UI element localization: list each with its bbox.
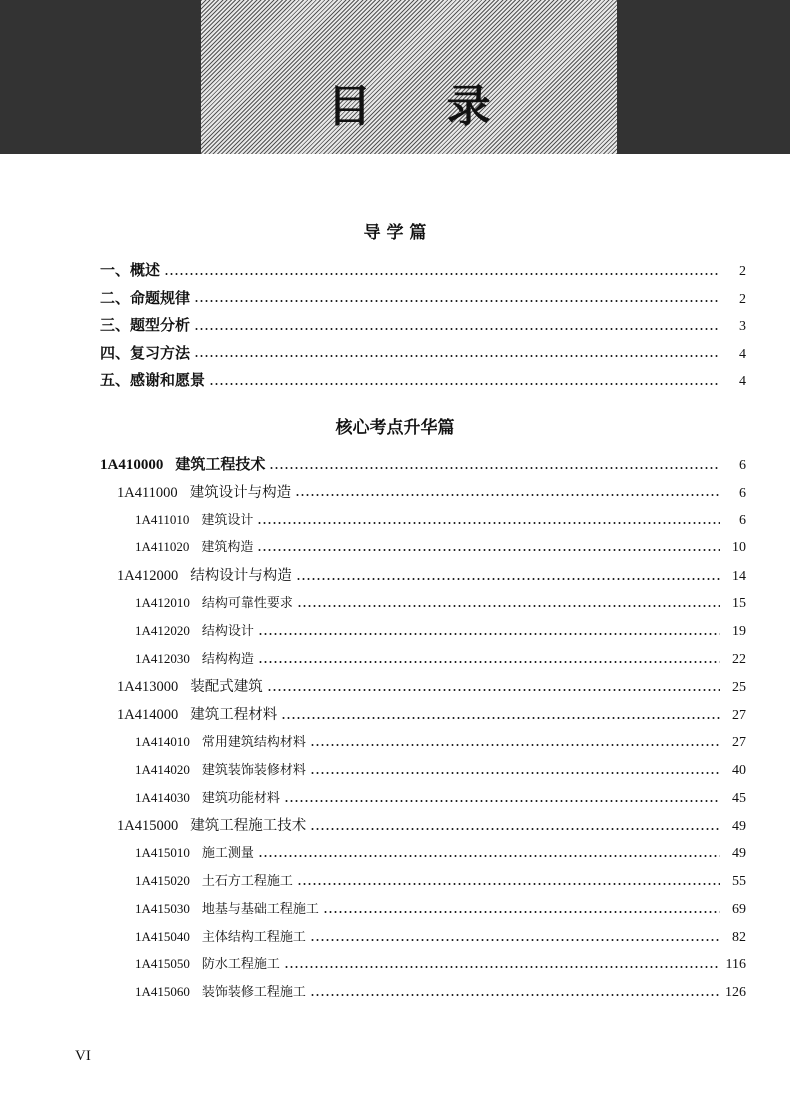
toc-entry-code: 1A412030 <box>135 650 190 666</box>
toc-entry-label <box>117 675 263 696</box>
dot-leader <box>258 661 720 663</box>
toc-entry-title: 施工测量 <box>201 846 254 862</box>
dot-leader <box>310 772 720 774</box>
toc-entry-title: 防水工程施工 <box>201 957 280 973</box>
toc-entry-code: 1A414030 <box>135 789 190 805</box>
toc-entry-label <box>135 870 293 889</box>
toc-entry-page: 55 <box>732 874 746 889</box>
toc-entry[interactable] <box>0 731 790 751</box>
toc-entry-title: 结构设计与构造 <box>190 568 292 585</box>
toc-entry-label <box>135 981 306 1000</box>
toc-entry-code: 1A412010 <box>135 595 190 610</box>
toc-entry-page: 27 <box>732 708 746 724</box>
dot-leader <box>194 355 720 357</box>
toc-entry-title: 结构可靠性要求 <box>201 596 293 611</box>
header-band-right <box>617 0 790 154</box>
toc-entry[interactable] <box>0 314 790 335</box>
section-heading-core: 核心考点升华篇 <box>335 418 455 438</box>
toc-entry[interactable] <box>0 369 790 390</box>
toc-entry-label <box>135 953 280 972</box>
toc-entry-title: 装配式建筑 <box>190 679 263 696</box>
toc-entry[interactable] <box>0 898 790 918</box>
toc-entry[interactable] <box>0 814 790 835</box>
toc-entry-label <box>100 314 190 335</box>
toc-entry-label <box>135 898 319 917</box>
toc-entry-page: 40 <box>732 762 746 778</box>
toc-entry[interactable] <box>0 259 790 280</box>
toc-entry[interactable] <box>0 981 790 1001</box>
dot-leader <box>257 522 720 524</box>
toc-entry-title: 建筑功能材料 <box>201 790 280 806</box>
dot-leader <box>295 494 720 496</box>
toc-entry-title: 建筑工程材料 <box>190 707 278 724</box>
toc-entry-title: 主体结构工程施工 <box>201 929 306 945</box>
toc-entry-label <box>117 564 292 585</box>
toc-entry-page: 14 <box>732 569 746 585</box>
toc-entry[interactable] <box>0 481 790 502</box>
toc-entry[interactable] <box>0 509 790 529</box>
dot-leader <box>257 549 720 551</box>
dot-leader <box>267 689 720 691</box>
toc-entry[interactable] <box>0 926 790 946</box>
page-title: 目 录 <box>327 81 521 132</box>
toc-entry-page: 6 <box>739 485 746 501</box>
dot-leader <box>164 273 720 275</box>
dot-leader <box>284 800 720 802</box>
toc-entry-title: 三、题型分析 <box>100 316 191 334</box>
toc-entry-page: 25 <box>732 680 746 696</box>
toc-entry-code: 1A412000 <box>117 568 179 585</box>
dot-leader <box>194 328 720 330</box>
dot-leader <box>209 383 720 385</box>
toc-entry-label <box>100 287 190 308</box>
toc-entry-code: 1A415020 <box>135 873 190 888</box>
toc-entry-title: 建筑工程技术 <box>175 455 266 473</box>
toc-entry-code: 1A415060 <box>135 984 190 1000</box>
dot-leader <box>258 633 720 635</box>
toc-entry-title: 结构构造 <box>201 651 254 667</box>
toc-entry[interactable] <box>0 648 790 668</box>
toc-entry-label <box>135 787 280 806</box>
toc-entry[interactable] <box>0 675 790 696</box>
dot-leader <box>310 994 720 996</box>
toc-entry-page: 10 <box>732 540 746 556</box>
dot-leader <box>310 744 720 746</box>
toc-entry[interactable] <box>0 759 790 779</box>
toc-entry-title: 地基与基础工程施工 <box>201 901 319 917</box>
dot-leader <box>310 828 720 830</box>
toc-entry-title: 建筑设计与构造 <box>189 484 292 501</box>
toc-entry-page: 69 <box>732 901 746 917</box>
toc-entry-title: 装饰装修工程施工 <box>201 985 306 1001</box>
toc-entry-label <box>135 842 254 861</box>
toc-entry-title: 建筑工程施工技术 <box>190 818 307 835</box>
dot-leader <box>269 467 720 469</box>
toc-entry[interactable] <box>0 453 790 474</box>
toc-entry-code: 1A415010 <box>135 845 190 861</box>
toc-entry-label <box>135 759 306 778</box>
toc-entry-code: 1A415050 <box>135 956 190 972</box>
toc-entry-code: 1A414000 <box>117 707 179 724</box>
toc-entry[interactable] <box>0 787 790 807</box>
toc-entry-label <box>100 342 190 363</box>
section-heading-guide: 导 学 篇 <box>363 223 427 243</box>
toc-entry[interactable] <box>0 287 790 308</box>
toc-entry-code: 1A415000 <box>117 818 179 835</box>
toc-entry-code: 1A414020 <box>135 761 190 777</box>
dot-leader <box>258 855 720 857</box>
toc-entry-code: 1A415040 <box>135 928 190 944</box>
toc-entry-code: 1A415030 <box>135 900 190 916</box>
toc-entry-code: 1A414010 <box>135 734 190 749</box>
toc-entry-code: 1A412020 <box>135 622 190 638</box>
toc-entry-page: 22 <box>732 651 746 667</box>
toc-entry-page: 19 <box>732 623 746 639</box>
toc-entry[interactable] <box>0 592 790 612</box>
toc-entry-code: 1A410000 <box>100 457 164 473</box>
toc-entry-page: 49 <box>732 846 746 862</box>
toc-entry-code: 1A411010 <box>135 511 190 527</box>
toc-entry[interactable] <box>0 342 790 363</box>
toc-entry-page: 4 <box>739 374 746 389</box>
toc-entry-page: 27 <box>732 735 746 750</box>
dot-leader <box>284 966 720 968</box>
toc-entry-page: 45 <box>732 790 746 806</box>
toc-entry-label <box>100 369 205 390</box>
toc-entry-title: 五、感谢和愿景 <box>100 371 206 389</box>
toc-entry-code: 1A411000 <box>117 484 178 501</box>
toc-entry-label <box>135 731 306 750</box>
toc-entry-label <box>135 648 254 667</box>
toc-entry-label <box>117 814 306 835</box>
toc-entry[interactable] <box>0 620 790 640</box>
toc-entry-code: 1A411020 <box>135 539 190 555</box>
toc-entry-label <box>100 259 160 280</box>
dot-leader <box>323 911 720 913</box>
toc-entry-title: 建筑构造 <box>201 540 254 556</box>
toc-entry-title: 土石方工程施工 <box>201 874 293 889</box>
toc-entry[interactable] <box>0 953 790 973</box>
toc-entry-page: 116 <box>725 957 746 973</box>
toc-entry[interactable] <box>0 870 790 890</box>
header-band-left <box>0 0 201 154</box>
toc-entry-page: 49 <box>732 819 746 835</box>
toc-entry[interactable] <box>0 536 790 556</box>
toc-entry-page: 6 <box>739 458 746 473</box>
toc-entry-title: 二、命题规律 <box>100 288 191 307</box>
toc-entry-title: 建筑设计 <box>201 512 254 528</box>
toc-entry-page: 6 <box>739 512 746 528</box>
dot-leader <box>297 883 720 885</box>
dot-leader <box>310 939 720 941</box>
toc-entry-label <box>100 453 265 474</box>
dot-leader <box>296 578 720 580</box>
toc-entry-title: 建筑装饰装修材料 <box>201 762 306 778</box>
page-number: VI <box>75 1048 91 1064</box>
toc-entry-label <box>117 703 277 724</box>
toc-entry[interactable] <box>0 564 790 585</box>
toc-entry[interactable] <box>0 703 790 724</box>
toc-entry-code: 1A413000 <box>117 679 179 696</box>
toc-entry-title: 常用建筑结构材料 <box>201 735 306 750</box>
toc-entry-page: 2 <box>739 264 746 279</box>
dot-leader <box>281 717 720 719</box>
toc-entry-page: 3 <box>739 319 746 334</box>
toc-entry-label <box>135 509 253 528</box>
toc-entry-label <box>135 620 254 639</box>
toc-entry-label <box>135 592 293 611</box>
toc-entry-title: 四、复习方法 <box>100 343 191 362</box>
toc-entry-title: 结构设计 <box>201 623 254 639</box>
toc-entry-page: 82 <box>732 929 746 945</box>
dot-leader <box>194 300 720 302</box>
toc-entry-page: 15 <box>732 596 746 611</box>
toc-entry-label <box>135 926 306 945</box>
toc-entry-page: 126 <box>725 985 746 1001</box>
toc-entry-label <box>117 481 291 502</box>
toc-entry-label <box>135 536 253 555</box>
toc-entry-title: 一、概述 <box>100 261 161 279</box>
toc-entry-page: 4 <box>739 346 746 362</box>
toc-entry-page: 2 <box>739 291 746 307</box>
dot-leader <box>297 605 720 607</box>
toc-entry[interactable] <box>0 842 790 862</box>
